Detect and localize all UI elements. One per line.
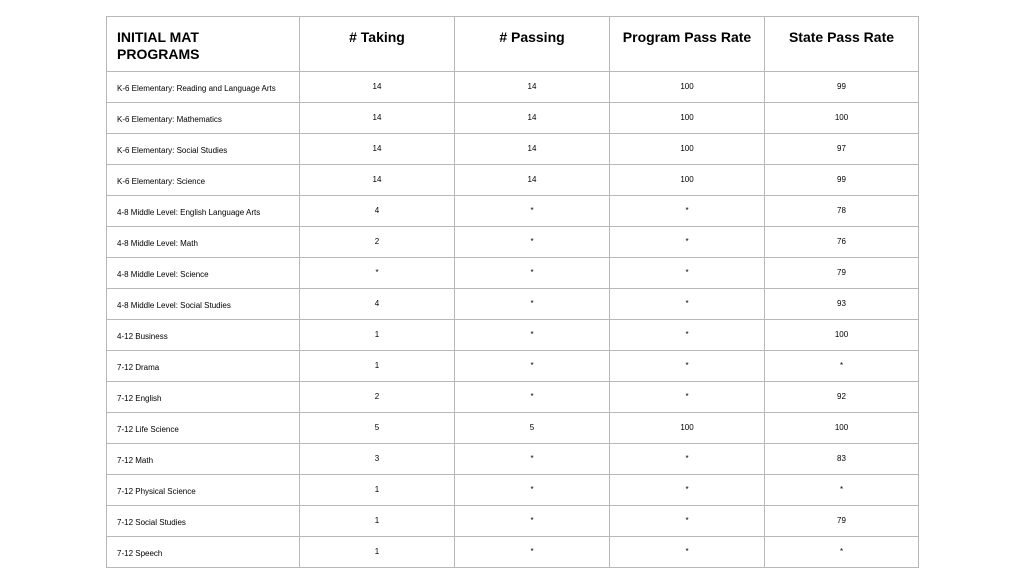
table-row — [107, 134, 919, 165]
cell-program-pass-rate: * — [610, 382, 765, 413]
cell-program-name: 7-12 Life Science — [107, 413, 300, 444]
cell-program-pass-rate: 100 — [610, 72, 765, 103]
cell-program-name: K-6 Elementary: Science — [107, 165, 300, 196]
cell-taking: 1 — [300, 320, 455, 351]
header-programs-line1: INITIAL MAT — [117, 29, 199, 45]
cell-program-name: 4-12 Business — [107, 320, 300, 351]
cell-program-pass-rate: * — [610, 537, 765, 568]
cell-state-pass-rate: 100 — [765, 103, 919, 134]
cell-program-pass-rate: * — [610, 258, 765, 289]
header-state-pass-rate: State Pass Rate — [765, 17, 919, 72]
cell-taking: 2 — [300, 382, 455, 413]
cell-taking: 3 — [300, 444, 455, 475]
table-row — [107, 413, 919, 444]
cell-state-pass-rate: 79 — [765, 258, 919, 289]
cell-passing: 14 — [455, 103, 610, 134]
table-row — [107, 258, 919, 289]
cell-program-name: 4-8 Middle Level: Math — [107, 227, 300, 258]
cell-program-pass-rate: 100 — [610, 134, 765, 165]
cell-program-name: 7-12 Speech — [107, 537, 300, 568]
table-row — [107, 382, 919, 413]
cell-state-pass-rate: 83 — [765, 444, 919, 475]
cell-state-pass-rate: * — [765, 537, 919, 568]
cell-taking: 4 — [300, 196, 455, 227]
cell-program-name: 7-12 Math — [107, 444, 300, 475]
header-programs-line2: PROGRAMS — [117, 46, 200, 62]
header-taking: # Taking — [300, 17, 455, 72]
table-row — [107, 320, 919, 351]
cell-passing: * — [455, 537, 610, 568]
cell-state-pass-rate: 76 — [765, 227, 919, 258]
table-row — [107, 506, 919, 537]
cell-taking: 14 — [300, 72, 455, 103]
cell-taking: 1 — [300, 475, 455, 506]
table-row — [107, 351, 919, 382]
cell-program-pass-rate: * — [610, 289, 765, 320]
table-body — [107, 72, 919, 568]
cell-taking: * — [300, 258, 455, 289]
cell-program-pass-rate: * — [610, 475, 765, 506]
cell-program-name: K-6 Elementary: Social Studies — [107, 134, 300, 165]
table-row — [107, 196, 919, 227]
cell-program-name: K-6 Elementary: Mathematics — [107, 103, 300, 134]
cell-state-pass-rate: 79 — [765, 506, 919, 537]
cell-taking: 14 — [300, 134, 455, 165]
cell-passing: * — [455, 382, 610, 413]
cell-passing: * — [455, 320, 610, 351]
cell-passing: * — [455, 196, 610, 227]
cell-passing: 14 — [455, 72, 610, 103]
table-row — [107, 103, 919, 134]
cell-taking: 1 — [300, 537, 455, 568]
cell-passing: * — [455, 506, 610, 537]
cell-passing: * — [455, 351, 610, 382]
cell-program-pass-rate: * — [610, 506, 765, 537]
cell-passing: * — [455, 475, 610, 506]
cell-program-name: 4-8 Middle Level: Social Studies — [107, 289, 300, 320]
cell-passing: 5 — [455, 413, 610, 444]
cell-passing: * — [455, 289, 610, 320]
table-row — [107, 289, 919, 320]
cell-program-name: 7-12 English — [107, 382, 300, 413]
table-row — [107, 475, 919, 506]
header-programs — [107, 17, 300, 72]
cell-state-pass-rate: 97 — [765, 134, 919, 165]
table-row — [107, 537, 919, 568]
pass-rate-table — [106, 16, 919, 568]
cell-state-pass-rate: 92 — [765, 382, 919, 413]
cell-state-pass-rate: 100 — [765, 413, 919, 444]
cell-taking: 4 — [300, 289, 455, 320]
cell-taking: 5 — [300, 413, 455, 444]
cell-state-pass-rate: * — [765, 475, 919, 506]
cell-program-name: 7-12 Drama — [107, 351, 300, 382]
cell-program-pass-rate: 100 — [610, 413, 765, 444]
cell-program-name: K-6 Elementary: Reading and Language Arts — [107, 72, 300, 103]
header-program-pass-rate: Program Pass Rate — [610, 17, 765, 72]
table-row — [107, 165, 919, 196]
cell-taking: 2 — [300, 227, 455, 258]
cell-program-name: 7-12 Physical Science — [107, 475, 300, 506]
cell-state-pass-rate: 99 — [765, 72, 919, 103]
cell-passing: * — [455, 258, 610, 289]
cell-state-pass-rate: 93 — [765, 289, 919, 320]
cell-program-name: 4-8 Middle Level: Science — [107, 258, 300, 289]
cell-state-pass-rate: 100 — [765, 320, 919, 351]
cell-program-pass-rate: * — [610, 227, 765, 258]
cell-state-pass-rate: 99 — [765, 165, 919, 196]
cell-taking: 1 — [300, 351, 455, 382]
cell-program-pass-rate: * — [610, 351, 765, 382]
cell-passing: * — [455, 227, 610, 258]
cell-taking: 14 — [300, 103, 455, 134]
cell-passing: 14 — [455, 134, 610, 165]
table-row — [107, 227, 919, 258]
cell-passing: 14 — [455, 165, 610, 196]
cell-state-pass-rate: * — [765, 351, 919, 382]
cell-state-pass-rate: 78 — [765, 196, 919, 227]
cell-taking: 14 — [300, 165, 455, 196]
table-row — [107, 444, 919, 475]
cell-program-pass-rate: 100 — [610, 165, 765, 196]
cell-passing: * — [455, 444, 610, 475]
header-row — [107, 17, 919, 72]
cell-program-name: 4-8 Middle Level: English Language Arts — [107, 196, 300, 227]
table-row — [107, 72, 919, 103]
cell-program-pass-rate: 100 — [610, 103, 765, 134]
cell-program-name: 7-12 Social Studies — [107, 506, 300, 537]
header-passing: # Passing — [455, 17, 610, 72]
cell-taking: 1 — [300, 506, 455, 537]
cell-program-pass-rate: * — [610, 196, 765, 227]
cell-program-pass-rate: * — [610, 444, 765, 475]
cell-program-pass-rate: * — [610, 320, 765, 351]
